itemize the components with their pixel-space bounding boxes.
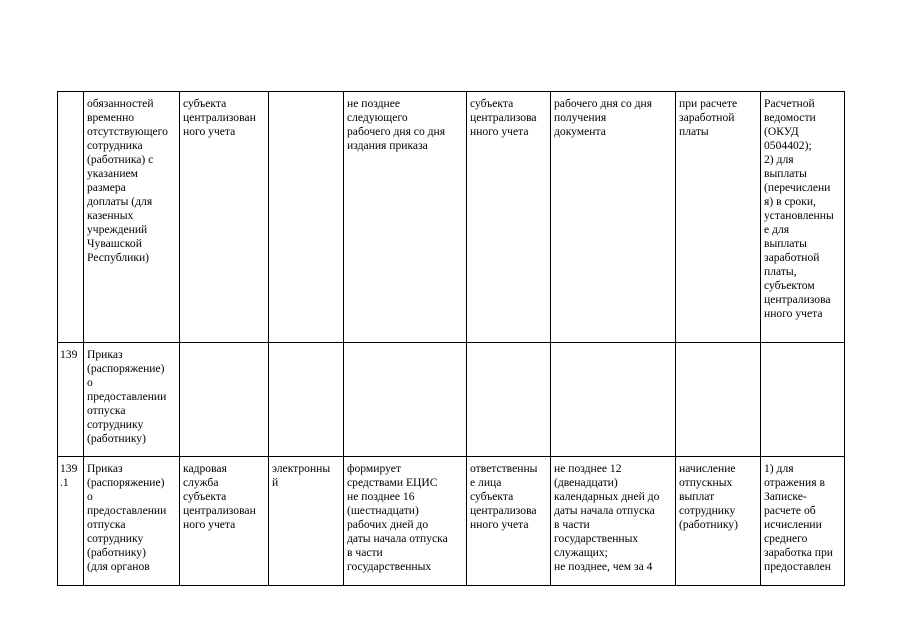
form-cell [269, 457, 344, 586]
submit-deadline-cell [551, 343, 676, 457]
form-cell [269, 343, 344, 457]
responsible-cell [467, 343, 551, 457]
document-name-cell [84, 92, 180, 343]
responsible-cell [467, 92, 551, 343]
usage-cell [761, 343, 845, 457]
form-cell [269, 92, 344, 343]
responsible-text: субъекта централизова нного учета [470, 97, 537, 138]
form-text: электронны й [272, 462, 331, 489]
table-row [58, 343, 845, 457]
processing-cell [676, 457, 761, 586]
document-name: Приказ (распоряжение) о предоставлении отпуска сотруднику (работнику) [87, 348, 167, 445]
processing-cell [676, 92, 761, 343]
submit-deadline-cell [551, 457, 676, 586]
responsible-text: ответственны е лица субъекта централизова нного учета [470, 462, 538, 531]
creator-cell [180, 92, 269, 343]
table-row [58, 92, 845, 343]
document-table [57, 91, 845, 586]
deadline-cell [344, 92, 467, 343]
deadline-text: формирует средствами ЕЦИС не позднее 16 (шестнадцати) рабочих дней до даты начала отпуска в части государственных [347, 462, 448, 573]
deadline-cell [344, 343, 467, 457]
row-number: 139 [60, 348, 78, 361]
document-name-cell [84, 343, 180, 457]
row-number-cell [58, 92, 84, 343]
creator-cell [180, 457, 269, 586]
responsible-cell [467, 457, 551, 586]
row-number-cell [58, 457, 84, 586]
usage-text: Расчетной ведомости (ОКУД 0504402); 2) для выплаты (перечислени я) в сроки, установленны е для выплаты заработной платы, субъектом централизова нного учета [764, 97, 834, 320]
row-number-cell [58, 343, 84, 457]
table-row [58, 457, 845, 586]
submit-deadline-text: рабочего дня со дня получения документа [554, 97, 653, 138]
creator-text: субъекта централизован ного учета [183, 97, 256, 138]
row-number: 139 .1 [60, 462, 78, 489]
submit-deadline-cell [551, 92, 676, 343]
processing-cell [676, 343, 761, 457]
document-name: обязанностей временно отсутствующего сотрудника (работника) с указанием размера доплаты (для казенных учреждений Чувашской Республики) [87, 97, 168, 264]
document-name-cell [84, 457, 180, 586]
deadline-text: не позднее следующего рабочего дня со дня издания приказа [347, 97, 446, 152]
creator-cell [180, 343, 269, 457]
usage-cell [761, 457, 845, 586]
deadline-cell [344, 457, 467, 586]
processing-text: при расчете заработной платы [679, 97, 738, 138]
document-name: Приказ (распоряжение) о предоставлении отпуска сотруднику (работнику) (для органов [87, 462, 167, 573]
usage-text: 1) для отражения в Записке- расчете об исчислении среднего заработка при предоставлен [764, 462, 833, 573]
usage-cell [761, 92, 845, 343]
creator-text: кадровая служба субъекта централизован ного учета [183, 462, 256, 531]
processing-text: начисление отпускных выплат сотруднику (работнику) [679, 462, 738, 531]
submit-deadline-text: не позднее 12 (двенадцати) календарных дней до даты начала отпуска в части государственных служащих; не позднее, чем за 4 [554, 462, 660, 573]
